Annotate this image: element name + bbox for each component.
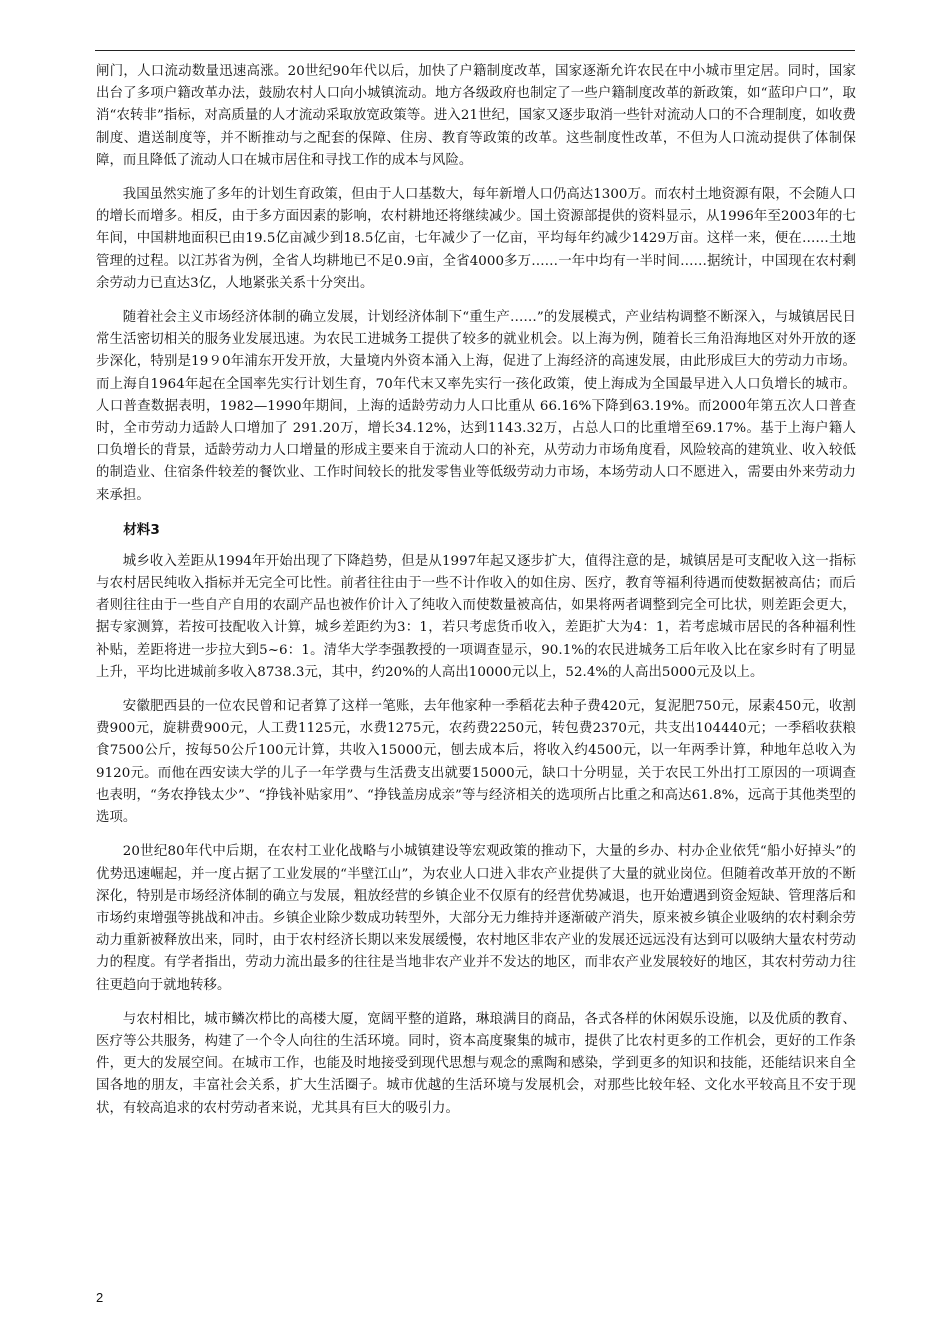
document-body — [96, 61, 856, 1132]
section-heading-material-3: 材料3 — [123, 521, 160, 538]
paragraph-city-attraction: 与农村相比，城市鳞次栉比的高楼大厦，宽阔平整的道路，琳琅满目的商品，各式各样的休闲娱乐设施，以及优质的教育、医疗等公共服务，构建了一个令人向往的生活环境。同时，资本高度聚集的城市，提供了比农村更多的工作机会，更好的工作条件，更大的发展空间。在城市工作，也能及时地接受到现代思想与观念的熏陶和感染，学到更多的知识和技能，还能结识来自全国各地的朋友，丰富社会关系，扩大生活圈子。城市优越的生活环境与发展机会，对那些比较年轻、文化水平较高且不安于现状，有较高追求的农村劳动者来说，尤其具有巨大的吸引力。 — [96, 1011, 856, 1116]
paragraph-continued: 闸门，人口流动数量迅速高涨。20世纪90年代以后，加快了户籍制度改革，国家逐渐允许农民在中小城市里定居。同时，国家出台了多项户籍改革办法，鼓励农村人口向小城镇流动。地方各级政府也制定了一些户籍制度改革的新政策，如“蓝印户口”，取消“农转非”指标，对高质量的人才流动采取放宽政策等。进入21世纪，国家又逐步取消一些针对流动人口的不合理制度，如收费制度、遣送制度等，并不断推动与之配套的保障、住房、教育等政策的改革。这些制度性改革，不但为人口流动提供了体制保障，而且降低了流动人口在城市居住和寻找工作的成本与风险。 — [96, 64, 856, 168]
paragraph-market-economy: 随着社会主义市场经济体制的确立发展，计划经济体制下“重生产……”的发展模式，产业结构调整不断深入，与城镇居民日常生活密切相关的服务业发展迅速。为农民工进城务工提供了较多的就业机会。以上海为例，随着长三角沿海地区对外开放的逐步深化，特别是19９0年浦东开发开放，大量境内外资本涌入上海，促进了上海经济的高速发展，由此形成巨大的劳动力市场。而上海自1964年起在全国率先实行计划生育，70年代末又率先实行一孩化政策，使上海成为全国最早进入人口负增长的城市。人口普查数据表明，1982—1990年期间，上海的适龄劳动力人口比重从 66.16%下降到63.19%。而2000年第五次人口普查时，全市劳动力适龄人口增加了 291.20万，增长34.12%，达到1143.32万，占总人口的比重增至69.17%。基于上海户籍人口负增长的背景，适龄劳动力人口增量的形成主要来自于流动人口的补充，从劳动力市场角度看，风险较高的建筑业、收入较低的制造业、住宿条件较差的餐饮业、工作时间较长的批发零售业等低级劳动力市场，本场劳动人口不愿进入，需要由外来劳动力来承担。 — [96, 310, 856, 503]
header-rule — [95, 50, 855, 51]
page-number: 2 — [96, 1290, 104, 1305]
paragraph-anhui-farmer: 安徽肥西县的一位农民曾和记者算了这样一笔账，去年他家种一季稻花去种子费420元，复泥肥750元，尿素450元，收割费900元，旋耕费900元，人工费1125元，水费1275元，农药费2250元，转包费2370元，共支出104440元；一季稻收获粮食7500公斤，按每50公斤100元计算，共收入15000元，刨去成本后，将收入约4500元，以一年两季计算，种地年总收入为9120元。而他在西安读大学的儿子一年学费与生活费支出就要15000元，缺口十分明显，关于农民工外出打工原因的一项调查也表明，“务农挣钱太少”、“挣钱补贴家用”、“挣钱盖房成亲”等与经济相关的选项所占比重之和高达61.8%，远高于其他类型的选项。 — [96, 699, 856, 826]
paragraph-income-gap: 城乡收入差距从1994年开始出现了下降趋势，但是从1997年起又逐步扩大，值得注意的是，城镇居是可支配收入这一指标与农村居民纯收入指标并无完全可比性。前者往往由于一些不计作收入的如住房、医疗，教育等福利待遇而使数据被高估；而后者则往往由于一些自产自用的农副产品也被作价计入了纯收入而使数量被高估，如果将两者调整到完全可比状，则差距会更大，据专家测算，若按可技配收入计算，城乡差距约为3：1，若只考虑货币收入，差距扩大为4：1，若考虑城市居民的各种福利性补贴，差距将进一步拉大到5~6：1。清华大学李强教授的一项调查显示，90.1%的农民进城务工后年收入比在家乡时有了明显上升，平均比进城前多收入8738.3元，其中，约20%的人高出10000元以上，52.4%的人高出5000元及以上。 — [96, 553, 856, 680]
paragraph-township-enterprises: 20世纪80年代中后期，在农村工业化战略与小城镇建设等宏观政策的推动下，大量的乡办、村办企业依凭“船小好掉头”的优势迅速崛起，并一度占据了工业发展的“半壁江山”，为农业人口进入非农产业提供了大量的就业岗位。但随着改革开放的不断深化，特别是市场经济体制的确立与发展，粗放经营的乡镇企业不仅原有的经营优势减退，也开始遭遇到资金短缺、管理落后和市场约束增强等挑战和冲击。乡镇企业除少数成功转型外，大部分无力维持并逐渐破产消失，原来被乡镇企业吸纳的农村剩余劳动力重新被释放出来，同时，由于农村经济长期以来发展缓慢，农村地区非农产业的发展还远远没有达到可以吸纳大量农村劳动力的程度。有学者指出，劳动力流出最多的往往是当地非农产业并不发达的地区，而非农产业发展较好的地区，其农村劳动力往往更趋向于就地转移。 — [96, 844, 856, 993]
paragraph-farmland: 我国虽然实施了多年的计划生育政策，但由于人口基数大，每年新增人口仍高达1300万。而农村土地资源有限，不会随人口的增长而增多。相反，由于多方面因素的影响，农村耕地还将继续减少。国土资源部提供的资料显示，从1996年至2003年的七年间，中国耕地面积已由19.5亿亩减少到18.5亿亩，七年减少了一亿亩，平均每年约减少1429万亩。这样一来，便在……土地管理的过程。以江苏省为例，全省人均耕地已不足0.9亩，全省4000多万……一年中均有一半时间……据统计，中国现在农村剩余劳动力已直达3亿，人地紧张关系十分突出。 — [96, 187, 856, 291]
